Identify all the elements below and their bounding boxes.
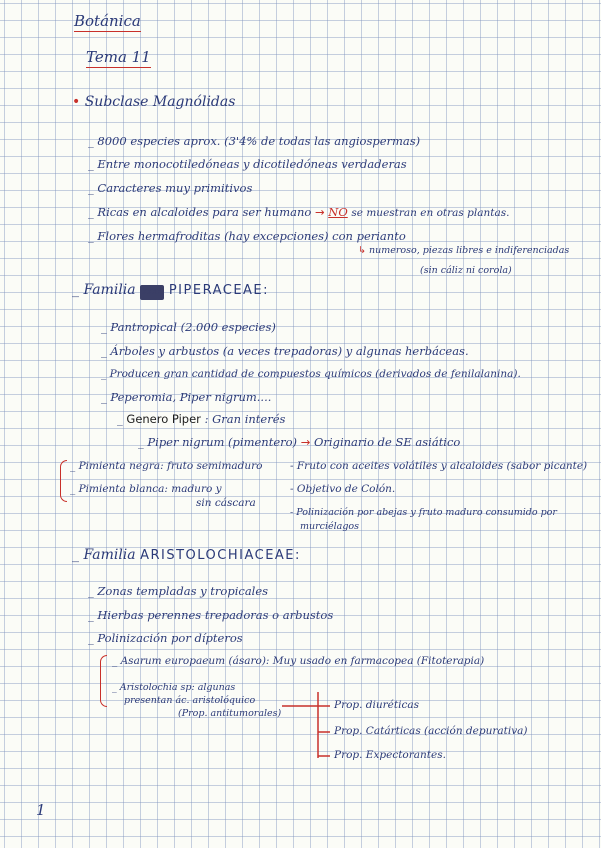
white-pepper-note: _ Pimienta blanca: maduro y <box>70 483 222 495</box>
prop-cathartic: Prop. Catárticas (acción depurativa) <box>334 725 528 737</box>
white-pepper-note-cont: sin cáscara <box>196 497 256 509</box>
note-no: NO <box>328 205 348 219</box>
colon-separator: : <box>204 412 209 426</box>
arrow-return-icon: ↳ <box>358 245 366 256</box>
perianth-note-1: ↳ numeroso, piezas libres e indiferenciadas <box>358 245 570 256</box>
aristolochiaceae-item-2: _ Hierbas perennes trepadoras o arbustos <box>88 608 334 622</box>
magnolidas-item-3: _ Caracteres muy primitivos <box>88 181 253 195</box>
magnolidas-item-2: _ Entre monocotiledóneas y dicotiledóneas verdaderas <box>88 157 407 171</box>
perianth-note-2: (sin cáliz ni corola) <box>420 265 512 276</box>
magnolidas-item-4: _ Ricas en alcaloides para ser humano → NO se muestran en otras plantas. <box>88 205 510 219</box>
pollination-note: - Polinización por abejas y fruto maduro consumido por <box>290 507 557 518</box>
topic-title: Tema 11 <box>86 48 151 66</box>
aristolochiaceae-item-1: _ Zonas templadas y tropicales <box>88 584 269 598</box>
arrow-right-icon: → <box>314 205 325 219</box>
species-piper-nigrum: _ Piper nigrum (pimentero) → Originario de SE asiático <box>138 435 461 449</box>
pollination-note-cont: murciélagos <box>300 521 360 532</box>
aristolochia-note-3: (Prop. antitumorales) <box>178 708 282 719</box>
piperaceae-item-2: _ Árboles y arbustos (a veces trepadoras) y algunas herbáceas. <box>101 344 469 358</box>
bullet-icon: • <box>72 94 81 110</box>
asarum-note: _ Asarum europaeum (ásaro): Muy usado en farmacopea (Fitoterapia) <box>112 655 485 667</box>
aristolochiaceae-item-3: _ Polinización por dípteros <box>88 631 243 645</box>
columbus-note: - Objetivo de Colón. <box>290 483 396 495</box>
magnolidas-item-1: _ 8000 especies aprox. (3'4% de todas las angiospermas) <box>88 134 421 148</box>
genus-piper: _ Genero Piper : Gran interés <box>117 412 286 426</box>
black-pepper-note: _ Pimienta negra: fruto semimaduro <box>70 460 263 472</box>
magnolidas-heading: • Subclase Magnólidas <box>72 94 236 110</box>
aristolochiaceae-heading: _ Familia ARISTOLOCHIACEAE: <box>72 547 301 563</box>
piperaceae-item-1: _ Pantropical (2.000 especies) <box>101 320 276 334</box>
piperaceae-item-3: _ Producen gran cantidad de compuestos químicos (derivados de fenilalanina). <box>101 368 521 380</box>
crossed-out-mark: xxxx <box>140 285 164 300</box>
prop-expectorant: Prop. Expectorantes. <box>334 749 446 761</box>
prop-diuretic: Prop. diuréticas <box>334 699 419 711</box>
aristolochia-note-2: presentan ác. aristolóquico <box>124 695 256 706</box>
subject-title: Botánica <box>74 12 141 30</box>
fruit-note: - Fruto con aceites volátiles y alcaloides (sabor picante) <box>290 460 588 472</box>
page-number: 1 <box>36 801 46 819</box>
piperaceae-heading: _ Familia xxxx PIPERACEAE: <box>72 282 270 298</box>
arrow-right-icon: → <box>300 435 311 449</box>
aristolochia-note: _ Aristolochia sp: algunas <box>112 682 236 693</box>
piperaceae-item-4: _ Peperomia, Piper nigrum.... <box>101 390 272 404</box>
magnolidas-item-5: _ Flores hermafroditas (hay excepciones) con perianto <box>88 229 406 243</box>
